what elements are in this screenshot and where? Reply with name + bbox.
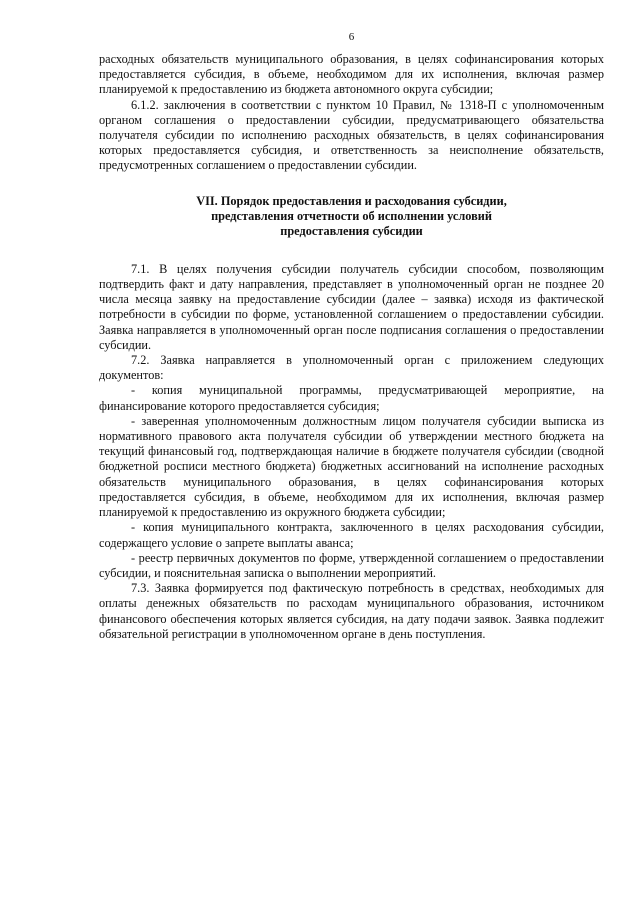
section-heading — [99, 194, 604, 240]
section-heading-line: предоставления субсидии — [280, 224, 423, 239]
paragraph-7-3: 7.3. Заявка формируется под фактическую потребность в средствах, необходимых для оплаты денежных обязательств по расходам муниципального образования, источником финансового обеспечения которых является субсидия, на дату подачи заявок. Заявка подлежит обязательной регистрации в уполномоченном органе в день поступления. — [99, 581, 604, 641]
list-item-program-copy: - копия муниципальной программы, предусматривающей мероприятие, на финансирование которого предоставляется субсидия; — [99, 383, 604, 413]
paragraph-7-1: 7.1. В целях получения субсидии получатель субсидии способом, позволяющим подтвердить факт и дату направления, представляет в уполномоченный орган не позднее 20 числа месяца заявку на предоставление субсидии (далее – заявка) исходя из фактической потребности в субсидии по форме, установленной соглашением о предоставлении субсидии. Заявка направляется в уполномоченный орган после подписания соглашения о предоставлении субсидии. — [99, 261, 604, 352]
paragraph-7-2: 7.2. Заявка направляется в уполномоченный орган с приложением следующих документов: — [99, 353, 604, 383]
list-item-budget-extract: - заверенная уполномоченным должностным лицом получателя субсидии выписка из нормативного правового акта получателя субсидии об утверждении местного бюджета на текущий финансовый год, подтверждающая наличие в бюджете получателя субсидии (сводной бюджетной росписи местного бюджета) бюджетных ассигнований на исполнение расходных обязательств муниципального образования, в целях софинансирования которых предоставляется субсидия, в объеме, необходимом для их исполнения, включая размер планируемой к предоставлению из окружного бюджета субсидии; — [99, 413, 604, 520]
list-item-documents-register: - реестр первичных документов по форме, утвержденной соглашением о предоставлении субсидии, и пояснительная записка о выполнении мероприятий. — [99, 550, 604, 580]
paragraph-6-1-2: 6.1.2. заключения в соответствии с пунктом 10 Правил, № 1318-П с уполномоченным органом соглашения о предоставлении субсидии, предусматривающего обязательства получателя субсидии по исполнению расходных обязательств, в целях софинансирования которых предоставляется субсидия, и ответственность за неисполнение обязательств, предусмотренных соглашением о предоставлении субсидии. — [99, 97, 604, 173]
document-page — [99, 0, 604, 642]
section-heading-line: представления отчетности об исполнении условий — [211, 209, 492, 224]
list-item-contract-copy: - копия муниципального контракта, заключенного в целях расходования субсидии, содержащего условие о запрете выплаты аванса; — [99, 520, 604, 550]
section-heading-line: VII. Порядок предоставления и расходования субсидии, — [196, 193, 507, 208]
page-number: 6 — [348, 31, 355, 43]
paragraph-budget-obligations: расходных обязательств муниципального образования, в целях софинансирования которых предоставляется субсидия, в объеме, необходимом для их исполнения, включая размер планируемой к предоставлению из бюджета автономного округа субсидии; — [99, 52, 604, 97]
